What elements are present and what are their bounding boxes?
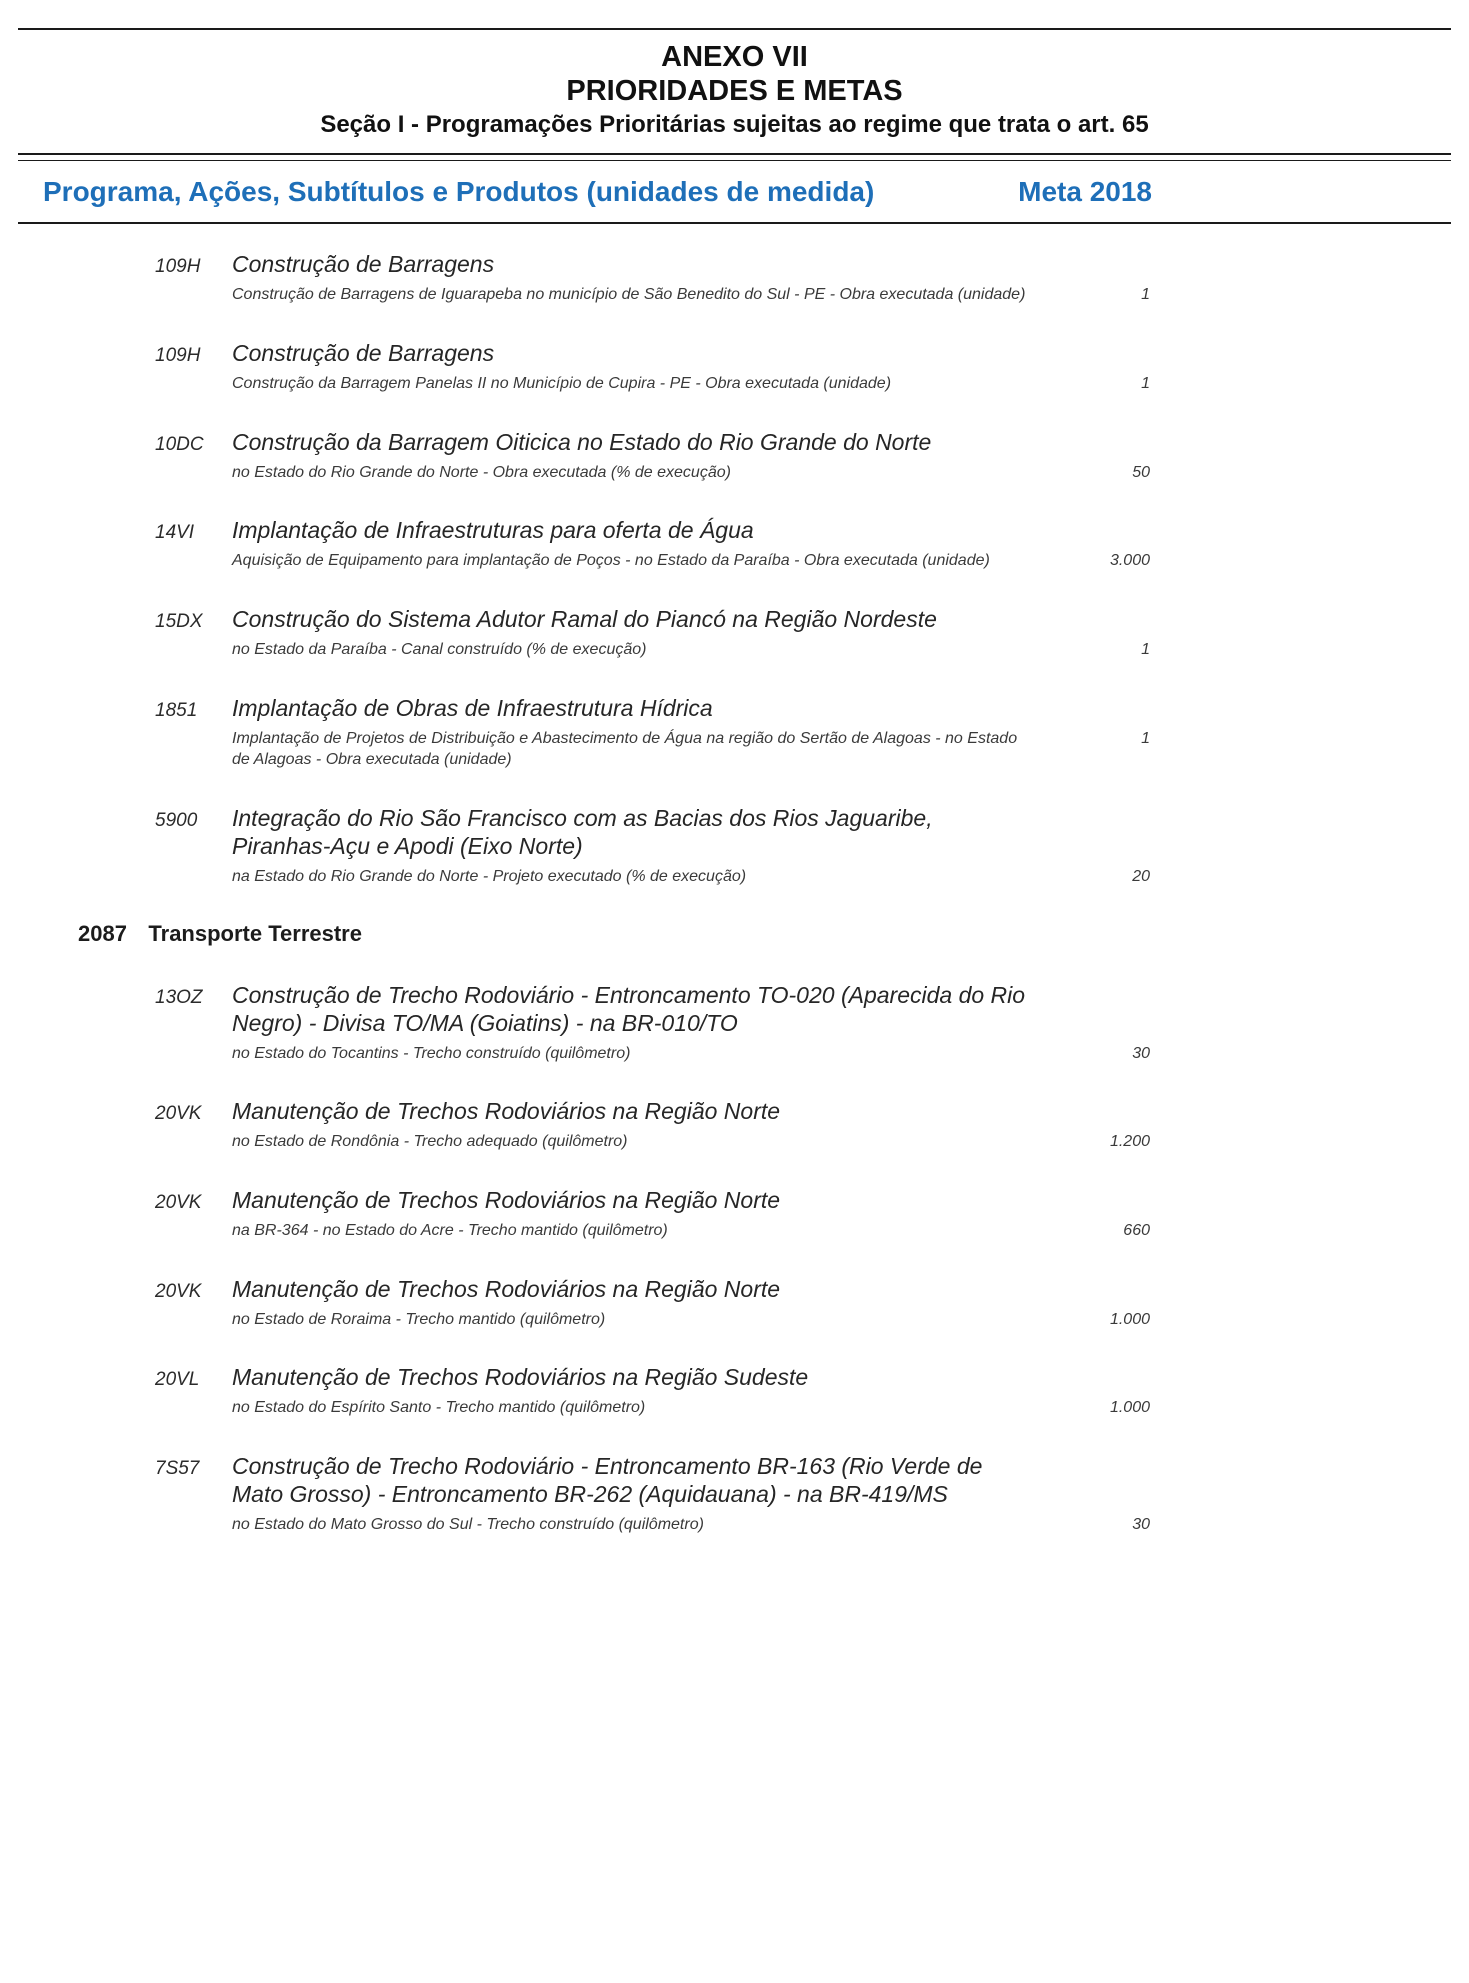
entry-row [18, 981, 1451, 1065]
entry-code: 15DX [155, 611, 203, 632]
entry-code: 1851 [155, 699, 198, 721]
entry-code: 14VI [155, 522, 195, 544]
entry-title-line [18, 1452, 1451, 1508]
entry-detail: no Estado de Roraima - Trecho mantido (quilômetro) [232, 1310, 606, 1328]
entry-detail: na BR-364 - no Estado do Acre - Trecho mantido (quilômetro) [232, 1221, 668, 1239]
column-header-meta: Meta 2018 [1018, 176, 1152, 208]
document-body [0, 28, 1469, 1983]
entry-title-line [18, 1275, 1451, 1303]
entry-row [18, 250, 1451, 306]
entry-meta-value: 50 [1132, 463, 1150, 481]
entry-title: Construção do Sistema Adutor Ramal do Piancó na Região Nordeste [232, 606, 937, 632]
entry-meta-value: 1.000 [1109, 1310, 1150, 1328]
entry-detail-line [18, 866, 1451, 888]
entry-code: 7S57 [155, 1457, 200, 1479]
entry-detail: Aquisição de Equipamento para implantação de Poços - no Estado da Paraíba - Obra executada (unidade) [232, 552, 990, 570]
entry-title-line [18, 1097, 1451, 1125]
entry-meta-value: 30 [1132, 1044, 1150, 1062]
entry-title: Manutenção de Trechos Rodoviários na Região Norte [232, 1186, 781, 1213]
entry-meta-value: 1 [1141, 286, 1150, 304]
entry-row [18, 1275, 1451, 1331]
entry-detail: Construção de Barragens de Iguarapeba no município de São Benedito do Sul - PE - Obra executada (unidade) [232, 286, 1026, 304]
entry-title: Construção de Barragens [232, 251, 495, 278]
entry-title-line [18, 428, 1451, 456]
entry-row [18, 1097, 1451, 1153]
entry-detail-line [18, 1043, 1451, 1065]
entry-title-line [18, 605, 1451, 633]
document-header [18, 30, 1451, 145]
entry-detail-line [18, 1309, 1451, 1331]
entry-detail-line [18, 550, 1451, 572]
entry-code: 109H [155, 256, 201, 278]
entry-title-line [18, 1186, 1451, 1214]
entry-meta-value: 20 [1132, 867, 1150, 885]
entry-title: Implantação de Obras de Infraestrutura Hídrica [232, 694, 713, 721]
entry-meta-value: 30 [1132, 1515, 1150, 1533]
entry-meta-value: 3.000 [1109, 552, 1150, 570]
entry-code: 5900 [155, 809, 198, 831]
entry-detail: no Estado da Paraíba - Canal construído (% de execução) [232, 641, 647, 659]
entry-title: Construção de Trecho Rodoviário - Entroncamento TO-020 (Aparecida do Rio Negro) - Divisa TO/MA (Goiatins) - na BR-010/TO [232, 981, 1026, 1036]
entry-meta-value: 1 [1141, 729, 1150, 747]
entry-title: Construção da Barragem Oiticica no Estado do Rio Grande do Norte [232, 428, 932, 455]
entry-detail-line [18, 462, 1451, 484]
entry-title: Construção de Barragens [232, 340, 495, 367]
entry-detail: no Estado do Tocantins - Trecho construído (quilômetro) [232, 1044, 631, 1062]
entry-detail: no Estado do Mato Grosso do Sul - Trecho construído (quilômetro) [232, 1515, 704, 1533]
entry-row [18, 516, 1451, 572]
entries-list [18, 224, 1451, 1535]
document-title: PRIORIDADES E METAS [566, 75, 903, 108]
entry-title: Manutenção de Trechos Rodoviários na Região Sudeste [232, 1364, 809, 1391]
entry-detail: no Estado do Espírito Santo - Trecho mantido (quilômetro) [232, 1399, 646, 1417]
entry-code: 20VK [155, 1280, 202, 1302]
entry-code: 20VK [155, 1103, 202, 1125]
entry-code: 20VK [155, 1191, 202, 1213]
entry-title: Construção de Trecho Rodoviário - Entroncamento BR-163 (Rio Verde de Mato Grosso) - Entroncamento BR-262 (Aquidauana) - na BR-419/MS [232, 1452, 983, 1507]
entry-title: Integração do Rio São Francisco com as Bacias dos Rios Jaguaribe, Piranhas-Açu e Apodi (Eixo Norte) [232, 804, 933, 859]
entry-code: 109H [155, 345, 201, 367]
entry-detail-line [18, 284, 1451, 306]
entry-title-line [18, 694, 1451, 722]
entry-title-line [18, 1363, 1451, 1391]
section-subtitle: Seção I - Programações Prioritárias sujeitas ao regime que trata o art. 65 [320, 111, 1149, 139]
entry-title: Manutenção de Trechos Rodoviários na Região Norte [232, 1275, 781, 1302]
entry-row [18, 605, 1451, 661]
entry-row [18, 1186, 1451, 1242]
entry-title-line [18, 804, 1451, 860]
entry-code: 10DC [155, 433, 204, 455]
entry-row [18, 428, 1451, 484]
entry-meta-value: 1.000 [1109, 1399, 1150, 1417]
entry-row [18, 694, 1451, 771]
entry-detail: no Estado do Rio Grande do Norte - Obra executada (% de execução) [232, 463, 731, 481]
entry-detail-line [18, 1131, 1451, 1153]
entry-detail-line [18, 1220, 1451, 1242]
entry-detail: na Estado do Rio Grande do Norte - Projeto executado (% de execução) [232, 867, 747, 885]
column-header-programs: Programa, Ações, Subtítulos e Produtos (unidades de medida) [43, 176, 875, 208]
entry-detail: Implantação de Projetos de Distribuição e Abastecimento de Água na região do Sertão de Alagoas - no Estado de Alagoas - Obra executada (unidade) [232, 729, 1018, 769]
entry-row [18, 339, 1451, 395]
entry-row [18, 804, 1451, 888]
entry-title: Manutenção de Trechos Rodoviários na Região Norte [232, 1098, 781, 1125]
entry-detail-line [18, 1514, 1451, 1536]
entry-row [18, 1363, 1451, 1419]
entry-meta-value: 1.200 [1109, 1133, 1150, 1151]
program-name: Transporte Terrestre [148, 920, 362, 946]
entry-row [18, 1452, 1451, 1536]
document-page [0, 28, 1469, 1536]
entry-meta-value: 1 [1141, 641, 1150, 659]
entry-detail: no Estado de Rondônia - Trecho adequado (quilômetro) [232, 1133, 628, 1151]
entry-meta-value: 660 [1123, 1221, 1150, 1239]
entry-detail-line [18, 373, 1451, 395]
annex-title: ANEXO VII [661, 41, 808, 73]
entry-detail: Construção da Barragem Panelas II no Município de Cupira - PE - Obra executada (unidade) [232, 375, 892, 393]
table-header [18, 161, 1451, 222]
double-rule [18, 153, 1451, 161]
entry-detail-line [18, 639, 1451, 661]
entry-code: 20VL [155, 1369, 200, 1391]
entry-title-line [18, 250, 1451, 278]
entry-title-line [18, 981, 1451, 1037]
program-code: 2087 [78, 920, 127, 946]
entry-code: 13OZ [155, 986, 203, 1008]
entry-meta-value: 1 [1141, 375, 1150, 393]
program-header [18, 921, 1451, 947]
entry-detail-line [18, 728, 1451, 771]
entry-detail-line [18, 1397, 1451, 1419]
entry-title-line [18, 339, 1451, 367]
entry-title: Implantação de Infraestruturas para oferta de Água [232, 517, 754, 544]
entry-title-line [18, 516, 1451, 544]
